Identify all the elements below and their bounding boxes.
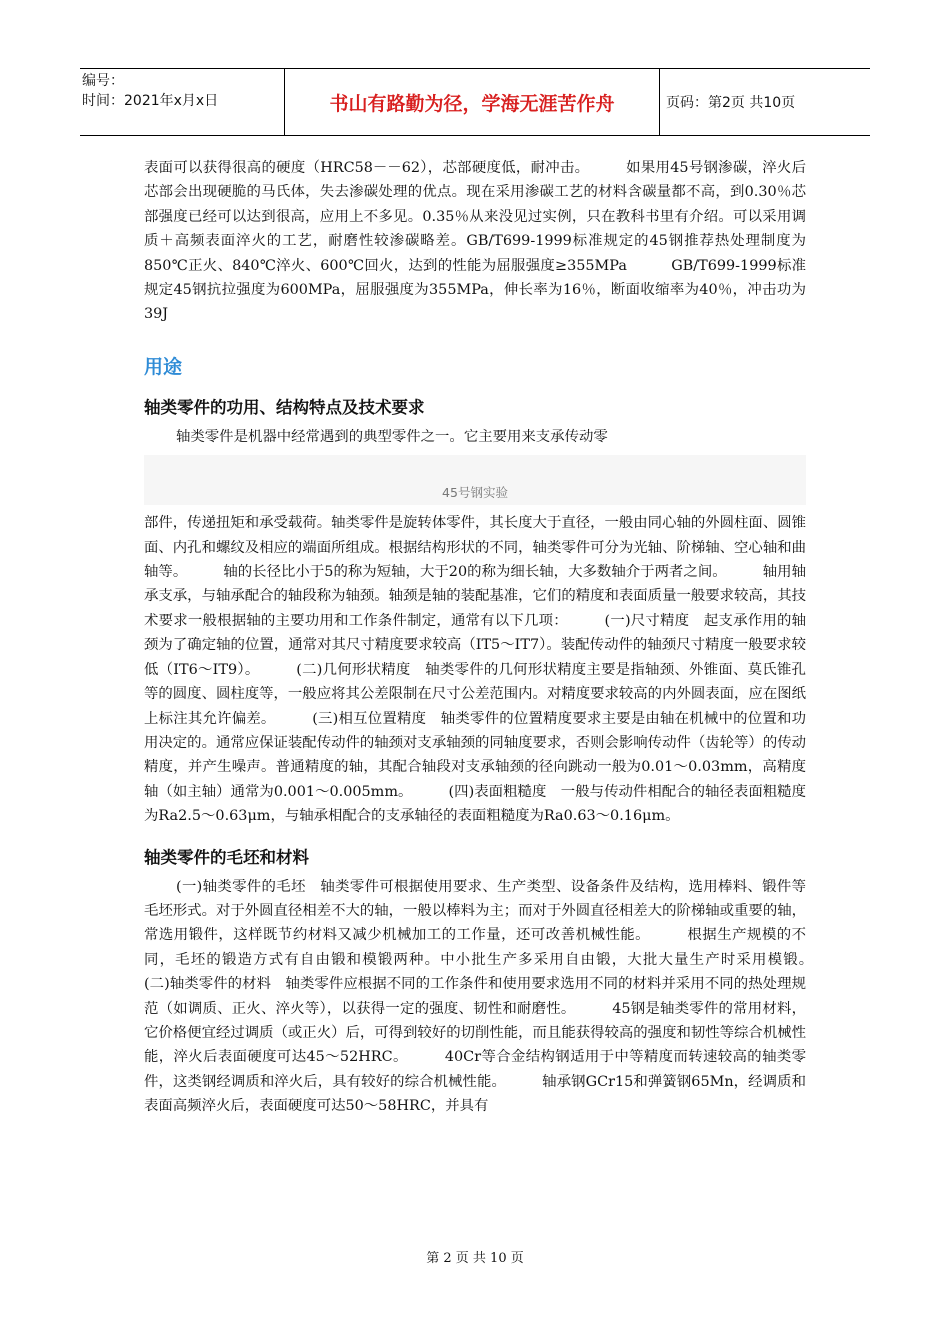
- subsection-title-materials: 轴类零件的毛坯和材料: [144, 847, 309, 867]
- intro-paragraph: 表面可以获得很高的硬度（HRC58－－62），芯部硬度低，耐冲击。 如果用45号钢渗碳，淬火后芯部会出现硬脆的马氏体，失去渗碳处理的优点。现在采用渗碳工艺的材料含碳量都不高，到0.30％芯部强度已经可以达到很高，应用上不多见。0.35％从来没见过实例，只在教科书里有介绍。可以采用调质＋高频表面淬火的工艺，耐磨性较渗碳略差。GB/T699-1999标准规定的45钢推荐热处理制度为850℃正火、840℃淬火、600℃回火，达到的性能为屈服强度≥355MPa GB/T699-1999标准规定45钢抗拉强度为600MPa，屈服强度为355MPa，伸长率为16％，断面收缩率为40％，冲击功为39J: [144, 160, 806, 323]
- header-page-label: 页码：第2页 共10页: [666, 95, 796, 111]
- header-meta: [80, 69, 285, 135]
- header-date-label: 时间：2021年x月x日: [82, 93, 219, 109]
- page-footer: 第 2 页 共 10 页: [426, 1251, 524, 1266]
- subsection-body-materials: (一)轴类零件的毛坯 轴类零件可根据使用要求、生产类型、设备条件及结构，选用棒料、锻件等毛坯形式。对于外圆直径相差不大的轴，一般以棒料为主；而对于外圆直径相差大的阶梯轴或重要的轴，常选用锻件，这样既节约材料又减少机械加工的工作量，还可改善机械性能。 根据生产规模的不同，毛坯的锻造方式有自由锻和模锻两种。中小批生产多采用自由锻，大批大量生产时采用模锻。 (二)轴类零件的材料 轴类零件应根据不同的工作条件和使用要求选用不同的材料并采用不同的热处理规范（如调质、正火、淬火等），以获得一定的强度、韧性和耐磨性。 45钢是轴类零件的常用材料，它价格便宜经过调质（或正火）后，可得到较好的切削性能，而且能获得较高的强度和韧性等综合机械性能，淬火后表面硬度可达45～52HRC。 40Cr等合金结构钢适用于中等精度而转速较高的轴类零件，这类钢经调质和淬火后，具有较好的综合机械性能。 轴承钢GCr15和弹簧钢65Mn，经调质和表面高频淬火后，表面硬度可达50～58HRC，并具有: [144, 878, 850, 1115]
- subsection-body-function: 部件，传递扭矩和承受载荷。轴类零件是旋转体零件，其长度大于直径，一般由同心轴的外圆柱面、圆锥面、内孔和螺纹及相应的端面所组成。根据结构形状的不同，轴类零件可分为光轴、阶梯轴、空心轴和曲轴等。 轴的长径比小于5的称为短轴，大于20的称为细长轴，大多数轴介于两者之间。 轴用轴承支承，与轴承配合的轴段称为轴颈。轴颈是轴的装配基准，它们的精度和表面质量一般要求较高，其技术要求一般根据轴的主要功用和工作条件制定，通常有以下几项： (一)尺寸精度 起支承作用的轴颈为了确定轴的位置，通常对其尺寸精度要求较高（IT5～IT7）。装配传动件的轴颈尺寸精度一般要求较低（IT6～IT9）。 (二)几何形状精度 轴类零件的几何形状精度主要是指轴颈、外锥面、莫氏锥孔等的圆度、圆柱度等，一般应将其公差限制在尺寸公差范围内。对精度要求较高的内外圆表面，应在图纸上标注其允许偏差。 (三)相互位置精度 轴类零件的位置精度要求主要是由轴在机械中的位置和功用决定的。通常应保证装配传动件的轴颈对支承轴颈的同轴度要求，否则会影响传动件（齿轮等）的传动精度，并产生噪声。普通精度的轴，其配合轴段对支承轴颈的径向跳动一般为0.01～0.03mm，高精度轴（如主轴）通常为0.001～0.005mm。 (四)表面粗糙度 一般与传动件相配合的轴径表面粗糙度为Ra2.5～0.63μm，与轴承相配合的支承轴径的表面粗糙度为Ra0.63～0.16μm。: [144, 515, 806, 825]
- document-body: [144, 156, 850, 1119]
- page-header: [80, 68, 870, 136]
- header-motto: 书山有路勤为径，学海无涯苦作舟: [285, 69, 660, 135]
- subsection-lead: 轴类零件是机器中经常遇到的典型零件之一。它主要用来支承传动零: [176, 428, 608, 445]
- image-placeholder: [144, 455, 806, 505]
- subsection-title-function: 轴类零件的功用、结构特点及技术要求: [144, 397, 425, 417]
- image-caption: 45号钢实验: [442, 485, 508, 501]
- header-number-label: 编号：: [82, 73, 124, 89]
- section-title: 用途: [144, 355, 183, 378]
